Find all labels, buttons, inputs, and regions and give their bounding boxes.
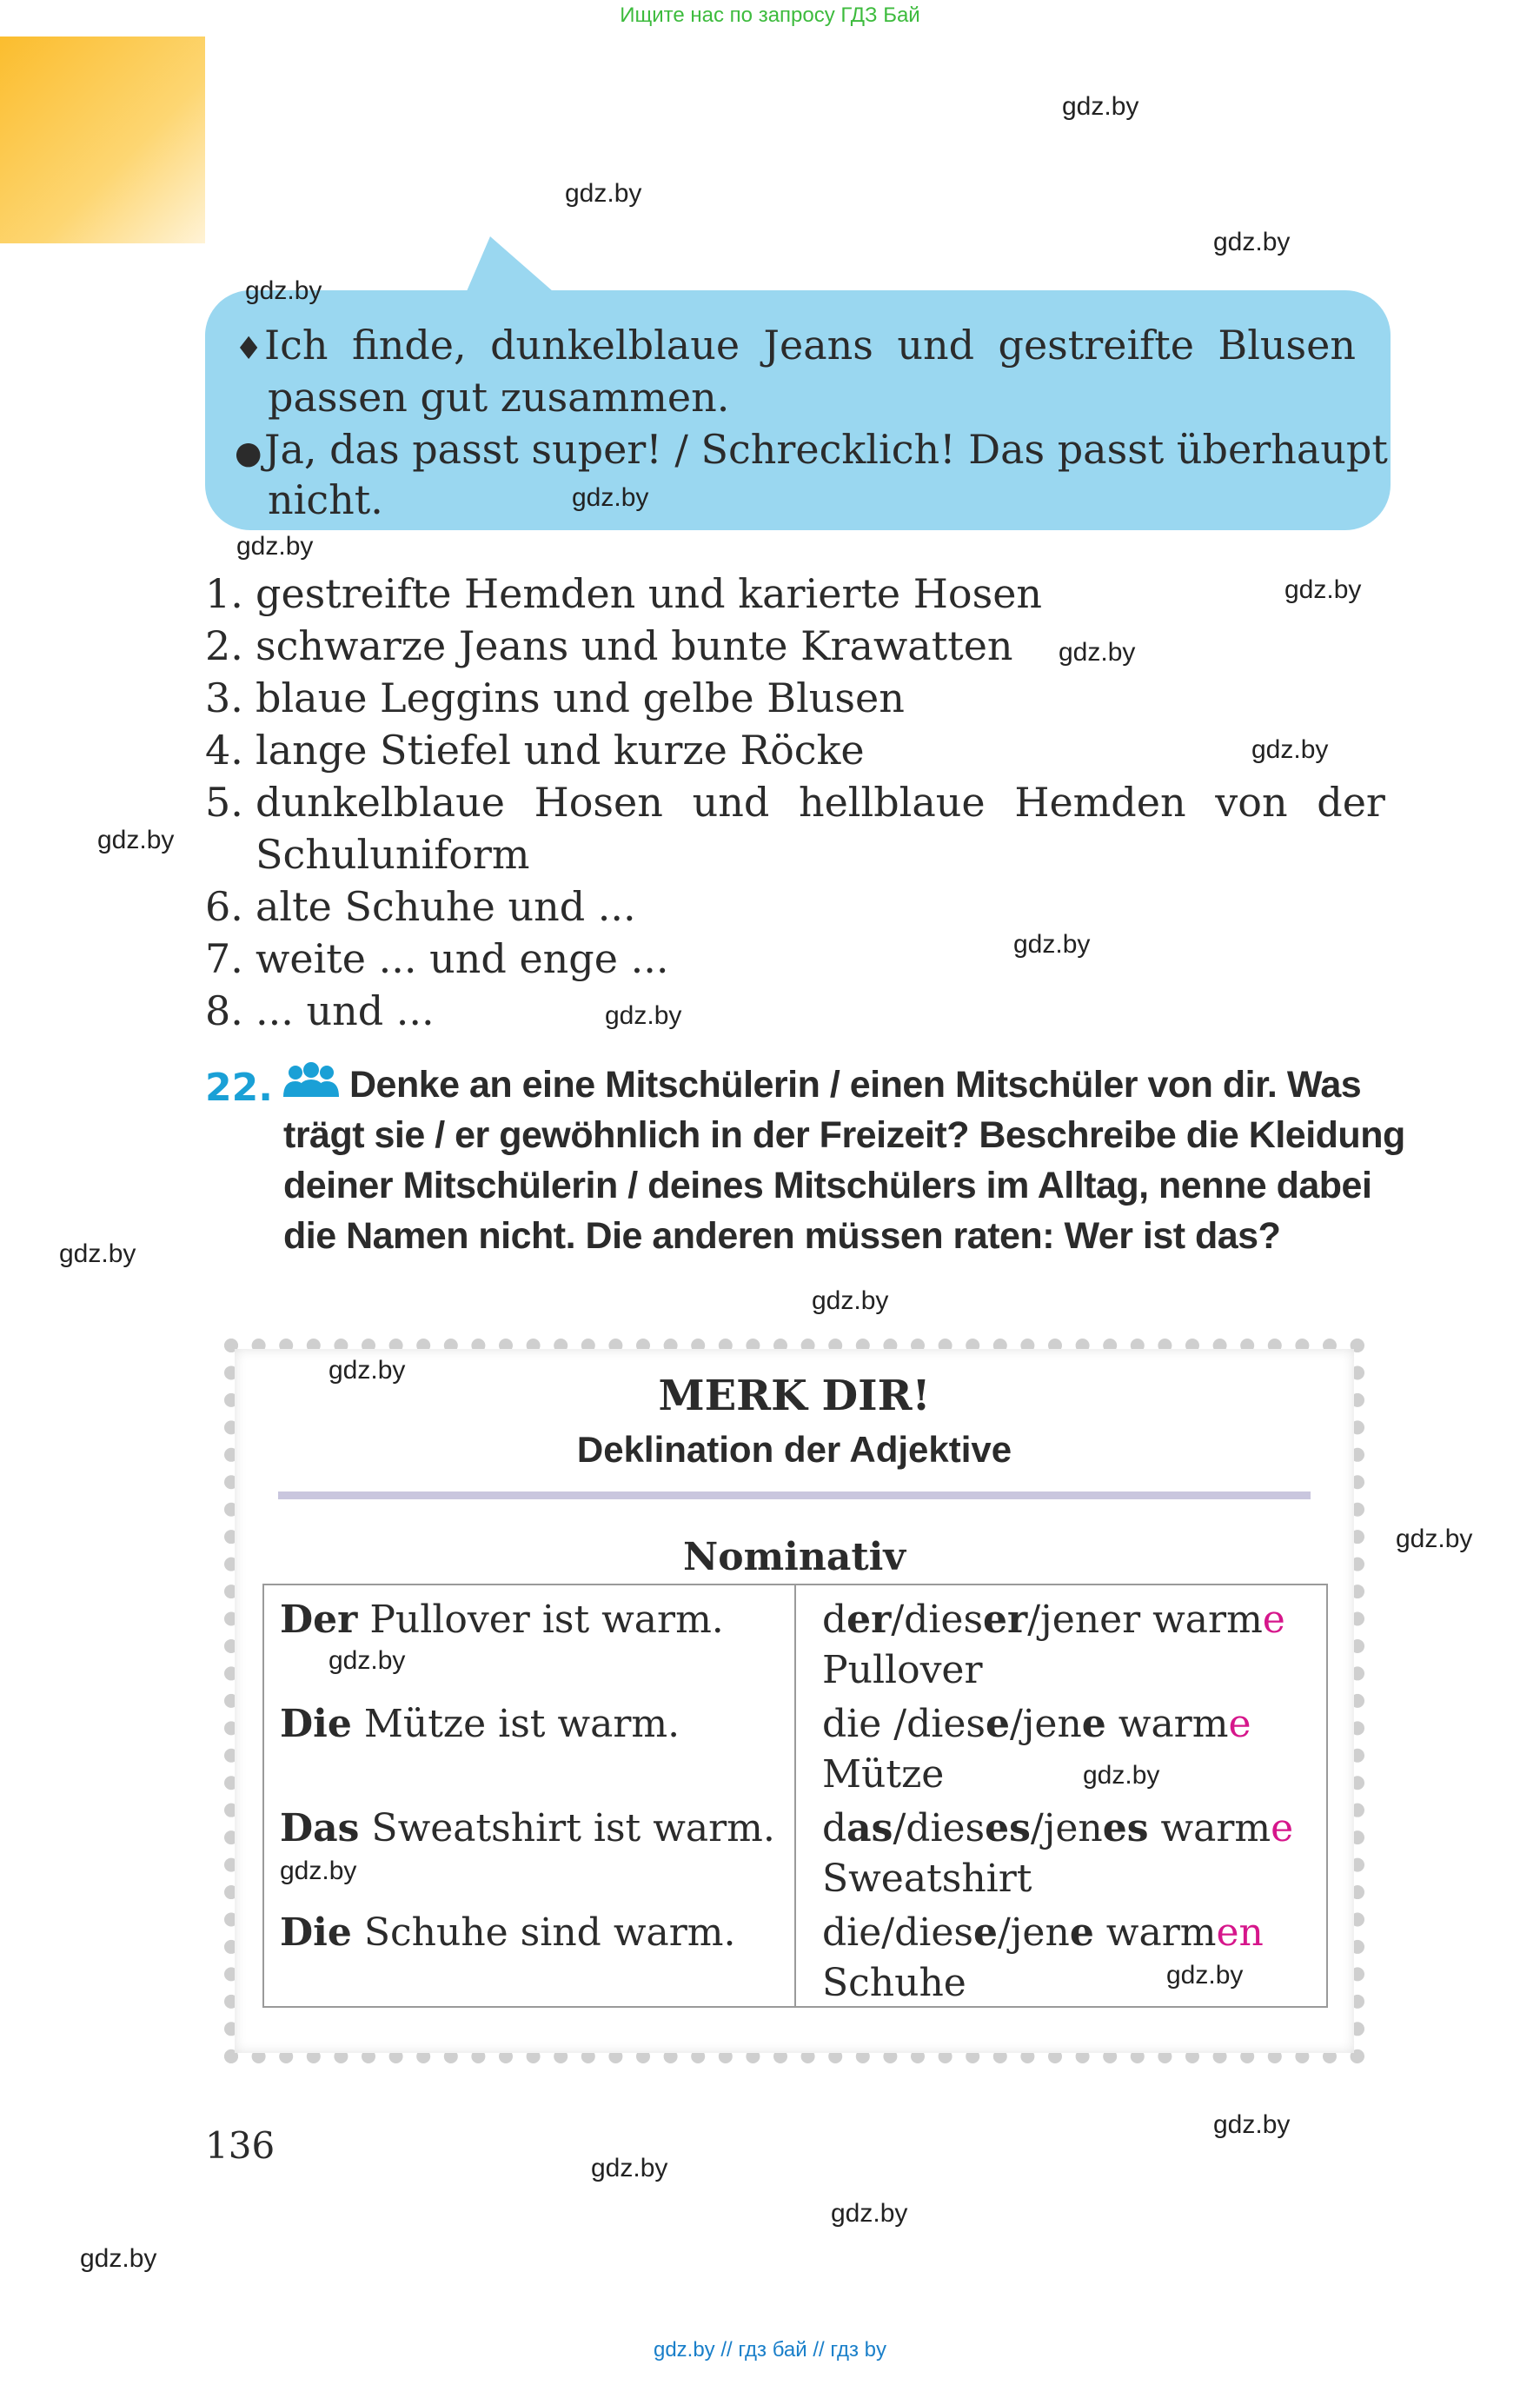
table-divider bbox=[794, 1584, 796, 2008]
watermark: gdz.by bbox=[1213, 228, 1291, 256]
watermark: gdz.by bbox=[831, 2199, 908, 2228]
page-number: 136 bbox=[205, 2124, 275, 2167]
list-item: 3. blaue Leggins und gelbe Blusen bbox=[205, 674, 905, 721]
merk-dir-subtitle: Deklination der Adjektive bbox=[576, 1429, 1012, 1470]
task-text-line: die Namen nicht. Die anderen müssen raten: Wer ist das? bbox=[283, 1215, 1281, 1257]
corner-decoration bbox=[0, 37, 205, 243]
case-heading: Nominativ bbox=[683, 1535, 906, 1579]
declension-noun: Schuhe bbox=[822, 1961, 966, 2005]
watermark: gdz.by bbox=[591, 2154, 668, 2182]
bubble-line-2: ●Ja, das passt super! / Schrecklich! Das passt überhaupt bbox=[235, 426, 1388, 473]
example-sentence: Der Pullover ist warm. bbox=[280, 1598, 724, 1642]
task-number: 22. bbox=[205, 1066, 273, 1110]
task-text-line: deiner Mitschülerin / deines Mitschülers im Alltag, nenne dabei bbox=[283, 1165, 1372, 1206]
declension-form: die/diese/jene warmen bbox=[822, 1910, 1264, 1955]
bubble-line-1: ♦Ich finde, dunkelblaue Jeans und gestreifte Blusen bbox=[235, 322, 1356, 369]
merk-dir-title: MERK DIR! bbox=[658, 1372, 931, 1420]
watermark: gdz.by bbox=[80, 2244, 157, 2273]
watermark: gdz.by bbox=[1013, 930, 1091, 959]
dot-bullet-icon: ● bbox=[235, 435, 262, 471]
watermark: gdz.by bbox=[812, 1286, 889, 1315]
bubble-line-1b: passen gut zusammen. bbox=[268, 374, 730, 421]
watermark: gdz.by bbox=[1213, 2110, 1291, 2139]
watermark: gdz.by bbox=[280, 1857, 357, 1885]
watermark: gdz.by bbox=[59, 1239, 136, 1268]
list-item: 4. lange Stiefel und kurze Röcke bbox=[205, 727, 865, 774]
declension-noun: Pullover bbox=[822, 1648, 983, 1692]
watermark: gdz.by bbox=[236, 532, 314, 561]
watermark: gdz.by bbox=[1251, 735, 1329, 764]
list-item: 8. ... und ... bbox=[205, 987, 435, 1034]
diamond-bullet-icon: ♦ bbox=[235, 331, 263, 367]
watermark: gdz.by bbox=[1062, 92, 1139, 121]
watermark: gdz.by bbox=[329, 1646, 406, 1675]
list-item: 1. gestreifte Hemden und karierte Hosen bbox=[205, 570, 1043, 617]
declension-form: die /diese/jene warme bbox=[822, 1702, 1251, 1746]
watermark: gdz.by bbox=[329, 1356, 406, 1385]
watermark: gdz.by bbox=[1083, 1761, 1160, 1790]
watermark: gdz.by bbox=[97, 826, 175, 854]
watermark: gdz.by bbox=[565, 179, 642, 208]
top-search-link[interactable]: Ищите нас по запросу ГДЗ Бай bbox=[620, 3, 920, 27]
declension-noun: Sweatshirt bbox=[822, 1857, 1032, 1901]
list-item: 7. weite ... und enge ... bbox=[205, 935, 669, 982]
task-text-line: Denke an eine Mitschülerin / einen Mitschüler von dir. Was bbox=[349, 1064, 1362, 1106]
watermark: gdz.by bbox=[1166, 1961, 1244, 1990]
footer-links[interactable]: gdz.by // гдз бай // гдз by bbox=[653, 2338, 887, 2362]
declension-noun: Mütze bbox=[822, 1752, 945, 1797]
watermark: gdz.by bbox=[572, 483, 649, 512]
watermark: gdz.by bbox=[1059, 638, 1136, 667]
watermark: gdz.by bbox=[1284, 575, 1362, 604]
list-item-continuation: Schuluniform bbox=[256, 831, 530, 878]
example-sentence: Die Schuhe sind warm. bbox=[280, 1910, 736, 1955]
list-item: 5. dunkelblaue Hosen und hellblaue Hemden von der bbox=[205, 779, 1385, 826]
example-sentence: Die Mütze ist warm. bbox=[280, 1702, 680, 1746]
task-text-line: trägt sie / er gewöhnlich in der Freizeit? Beschreibe die Kleidung bbox=[283, 1114, 1405, 1156]
watermark: gdz.by bbox=[605, 1001, 682, 1030]
declension-form: das/dieses/jenes warme bbox=[822, 1806, 1294, 1850]
watermark: gdz.by bbox=[1396, 1525, 1473, 1553]
speech-bubble-tail bbox=[464, 236, 560, 297]
watermark: gdz.by bbox=[245, 276, 322, 305]
list-item: 6. alte Schuhe und ... bbox=[205, 883, 636, 930]
divider bbox=[278, 1491, 1311, 1499]
group-users-icon bbox=[280, 1062, 342, 1100]
bubble-line-2b: nicht. bbox=[268, 476, 383, 523]
list-item: 2. schwarze Jeans und bunte Krawatten bbox=[205, 622, 1013, 669]
declension-form: der/dieser/jener warme bbox=[822, 1598, 1285, 1642]
example-sentence: Das Sweatshirt ist warm. bbox=[280, 1806, 775, 1850]
